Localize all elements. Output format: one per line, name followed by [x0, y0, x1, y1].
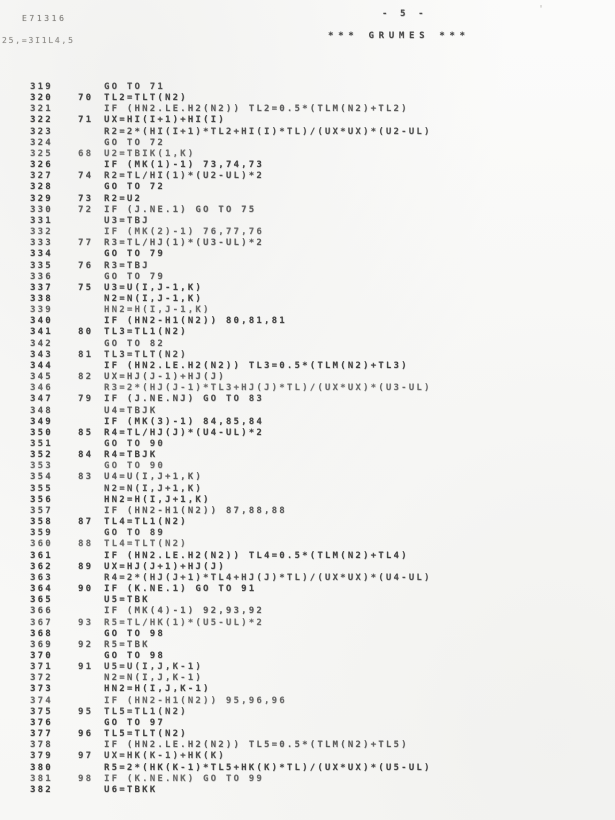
code-text: U5=TBK — [104, 595, 150, 606]
statement-label — [78, 361, 104, 372]
statement-label: 76 — [78, 260, 94, 271]
code-text: N2=N(I,J,K-1) — [104, 673, 204, 684]
listing-line — [0, 573, 615, 584]
listing-line — [0, 517, 615, 528]
code-text: GO TO 90 — [104, 461, 165, 472]
code-text: N2=N(I,J+1,K) — [104, 483, 204, 494]
line-number: 337 — [30, 282, 53, 293]
listing-line — [0, 528, 615, 539]
code-text: R4=TBJK — [104, 450, 158, 461]
line-number: 338 — [30, 293, 53, 304]
line-number: 348 — [30, 405, 53, 416]
statement-label — [78, 316, 104, 327]
listing-line — [0, 450, 615, 461]
listing-line — [0, 339, 615, 350]
listing-line — [0, 606, 615, 617]
listing-line — [0, 294, 615, 305]
listing-line — [0, 461, 615, 472]
line-number: 382 — [30, 784, 53, 795]
code-text: TL3=TL1(N2) — [104, 327, 188, 338]
line-number: 341 — [30, 327, 53, 338]
page-number: - 5 - — [382, 9, 428, 19]
listing-line — [0, 684, 615, 695]
code-text: TL3=TLT(N2) — [104, 349, 188, 360]
statement-label: 68 — [78, 148, 94, 159]
code-text: R3=TBJ — [104, 260, 150, 271]
statement-label: 84 — [78, 450, 94, 461]
statement-label — [78, 606, 104, 617]
listing-line — [0, 327, 615, 338]
code-text: GO TO 79 — [104, 249, 165, 260]
listing-line — [0, 651, 615, 662]
line-number: 374 — [30, 695, 53, 706]
listing-line — [0, 506, 615, 517]
code-text: R3=TL/HJ(1)*(U3-UL)*2 — [104, 238, 264, 249]
code-text: GO TO 90 — [104, 439, 165, 449]
code-text: GO TO 71 — [104, 82, 165, 92]
listing-line — [0, 707, 615, 718]
listing-line — [0, 171, 615, 182]
line-number: 323 — [30, 126, 53, 137]
statement-label — [78, 82, 104, 93]
code-text: R2=TL/HI(1)*(U2-UL)*2 — [104, 171, 264, 182]
code-text: R5=TBK — [104, 639, 150, 650]
line-number: 349 — [30, 416, 53, 427]
statement-label: 80 — [78, 327, 94, 338]
statement-label — [78, 127, 104, 138]
line-number: 331 — [30, 215, 53, 226]
line-number: 376 — [30, 717, 53, 728]
listing-line — [0, 618, 615, 629]
line-number: 345 — [30, 372, 53, 383]
program-banner: *** GRUMES *** — [328, 31, 470, 41]
statement-label — [78, 305, 104, 316]
code-text: GO TO 89 — [104, 528, 165, 539]
listing-line — [0, 227, 615, 238]
listing-line — [0, 316, 615, 327]
statement-label: 82 — [78, 372, 94, 383]
statement-label: 79 — [78, 394, 94, 405]
statement-label: 87 — [78, 517, 94, 528]
line-number: 362 — [30, 561, 53, 572]
statement-label — [78, 227, 104, 238]
line-number: 373 — [30, 684, 53, 695]
statement-label: 92 — [78, 639, 94, 650]
listing-line — [0, 82, 615, 93]
code-text: UX=HJ(J+1)+HJ(J) — [104, 561, 226, 572]
statement-label: 70 — [78, 93, 94, 104]
code-text: TL4=TLT(N2) — [104, 539, 188, 550]
listing-line — [0, 484, 615, 495]
statement-label — [78, 182, 104, 193]
listing-line — [0, 238, 615, 249]
code-text: IF (MK(4)-1) 92,93,92 — [104, 606, 264, 617]
line-number: 369 — [30, 639, 53, 650]
code-text: IF (HN2-H1(N2)) 80,81,81 — [104, 316, 287, 327]
listing-line — [0, 216, 615, 227]
line-number: 378 — [30, 740, 53, 751]
code-text: GO TO 72 — [104, 137, 165, 148]
code-text: U6=TBKK — [104, 784, 158, 795]
listing-line — [0, 629, 615, 640]
listing-line — [0, 272, 615, 283]
code-text: UX=HK(K-1)+HK(K) — [104, 751, 226, 762]
code-text: IF (J.NE.1) GO TO 75 — [104, 204, 257, 215]
code-text: R5=TL/HK(1)*(U5-UL)*2 — [104, 617, 264, 628]
statement-label: 81 — [78, 349, 94, 360]
code-text: UX=HI(I+1)+HI(I) — [104, 115, 226, 126]
listing-line — [0, 93, 615, 104]
line-number: 360 — [30, 539, 53, 550]
listing-line — [0, 361, 615, 372]
listing-line — [0, 718, 615, 729]
code-text: IF (MK(3)-1) 84,85,84 — [104, 416, 264, 427]
statement-label — [78, 339, 104, 350]
listing-line — [0, 740, 615, 751]
listing-line — [0, 439, 615, 450]
listing-line — [0, 160, 615, 171]
line-number: 364 — [30, 584, 53, 595]
listing-line — [0, 350, 615, 361]
statement-label: 85 — [78, 427, 94, 438]
statement-label: 91 — [78, 662, 94, 673]
listing-line — [0, 104, 615, 115]
code-text: GO TO 79 — [104, 271, 165, 282]
statement-label: 93 — [78, 617, 94, 628]
listing-line — [0, 417, 615, 428]
listing-line — [0, 539, 615, 550]
code-text: TL4=TL1(N2) — [104, 517, 188, 528]
line-number: 335 — [30, 260, 53, 271]
line-number: 365 — [30, 595, 53, 606]
line-number: 327 — [30, 171, 53, 182]
code-text: HN2=H(I,J+1,K) — [104, 494, 211, 505]
statement-label — [78, 718, 104, 729]
listing-line — [0, 785, 615, 796]
line-number: 379 — [30, 751, 53, 762]
listing-line — [0, 472, 615, 483]
code-text: UX=HJ(J-1)+HJ(J) — [104, 372, 226, 383]
statement-label — [78, 383, 104, 394]
code-text: R4=2*(HJ(J+1)*TL4+HJ(J)*TL)/(UX*UX)*(U4-UL) — [104, 572, 432, 583]
listing-line — [0, 406, 615, 417]
statement-label — [78, 673, 104, 684]
code-text: IF (MK(1)-1) 73,74,73 — [104, 160, 264, 171]
statement-label — [78, 294, 104, 305]
line-number: 334 — [30, 249, 53, 260]
code-text: IF (K.NE.1) GO TO 91 — [104, 584, 257, 595]
code-text: U3=TBJ — [104, 215, 150, 226]
statement-label — [78, 406, 104, 417]
line-number: 375 — [30, 706, 53, 717]
code-text: IF (MK(2)-1) 76,77,76 — [104, 227, 264, 238]
listing-line — [0, 249, 615, 260]
statement-label — [78, 595, 104, 606]
listing-line — [0, 551, 615, 562]
statement-label: 95 — [78, 706, 94, 717]
statement-label: 74 — [78, 171, 94, 182]
listing-line — [0, 662, 615, 673]
code-text: R2=2*(HI(I+1)*TL2+HI(I)*TL)/(UX*UX)*(U2-UL) — [104, 126, 432, 137]
listing-line — [0, 283, 615, 294]
code-text: IF (K.NE.NK) GO TO 99 — [104, 773, 264, 784]
statement-label: 90 — [78, 584, 94, 595]
statement-label — [78, 461, 104, 472]
line-number: 353 — [30, 461, 53, 472]
listing-line — [0, 640, 615, 651]
code-text: R4=TL/HJ(J)*(U4-UL)*2 — [104, 427, 264, 438]
code-text: IF (HN2.LE.H2(N2)) TL3=0.5*(TLM(N2)+TL3) — [104, 360, 409, 371]
statement-label — [78, 495, 104, 506]
line-number: 325 — [30, 148, 53, 159]
code-text: GO TO 82 — [104, 338, 165, 349]
listing-line — [0, 394, 615, 405]
line-number: 343 — [30, 349, 53, 360]
statement-label — [78, 160, 104, 171]
code-text: TL5=TLT(N2) — [104, 729, 188, 740]
line-number: 359 — [30, 528, 53, 539]
code-text: U3=U(I,J-1,K) — [104, 282, 204, 293]
code-text: U4=U(I,J+1,K) — [104, 472, 204, 483]
line-number: 351 — [30, 439, 53, 449]
listing-line — [0, 372, 615, 383]
line-number: 340 — [30, 316, 53, 327]
code-text: IF (HN2.LE.H2(N2)) TL2=0.5*(TLM(N2)+TL2) — [104, 104, 409, 115]
line-number: 328 — [30, 182, 53, 193]
statement-label — [78, 696, 104, 707]
line-number: 333 — [30, 238, 53, 249]
line-number: 361 — [30, 550, 53, 561]
line-number: 329 — [30, 193, 53, 204]
line-number: 326 — [30, 160, 53, 171]
code-text: IF (HN2-H1(N2)) 95,96,96 — [104, 695, 287, 706]
code-text: IF (HN2.LE.H2(N2)) TL4=0.5*(TLM(N2)+TL4) — [104, 550, 409, 561]
listing-line — [0, 495, 615, 506]
line-number: 355 — [30, 483, 53, 494]
statement-label: 97 — [78, 751, 94, 762]
line-number: 358 — [30, 517, 53, 528]
statement-label — [78, 249, 104, 260]
statement-label: 96 — [78, 729, 94, 740]
line-number: 321 — [30, 104, 53, 115]
line-number: 324 — [30, 137, 53, 148]
statement-label: 71 — [78, 115, 94, 126]
line-number: 344 — [30, 360, 53, 371]
code-text: IF (J.NE.NJ) GO TO 83 — [104, 394, 264, 405]
statement-label — [78, 684, 104, 695]
listing-line — [0, 729, 615, 740]
listing-line — [0, 127, 615, 138]
code-text: HN2=H(I,J,K-1) — [104, 684, 211, 695]
line-number: 322 — [30, 115, 53, 126]
line-number: 342 — [30, 338, 53, 349]
listing-line — [0, 205, 615, 216]
statement-label — [78, 629, 104, 640]
line-number: 330 — [30, 204, 53, 215]
line-number: 332 — [30, 227, 53, 238]
line-number: 363 — [30, 572, 53, 583]
statement-label — [78, 216, 104, 227]
code-text: GO TO 98 — [104, 650, 165, 661]
code-text: N2=N(I,J-1,K) — [104, 293, 204, 304]
statement-label — [78, 551, 104, 562]
line-number: 357 — [30, 505, 53, 516]
listing-line — [0, 595, 615, 606]
line-number: 366 — [30, 606, 53, 617]
listing-line — [0, 774, 615, 785]
line-number: 368 — [30, 628, 53, 639]
statement-label — [78, 439, 104, 450]
statement-label — [78, 763, 104, 774]
listing-line — [0, 751, 615, 762]
statement-label — [78, 138, 104, 149]
code-text: R5=2*(HK(K-1)*TL5+HK(K)*TL)/(UX*UX)*(U5-UL) — [104, 762, 432, 773]
statement-label — [78, 484, 104, 495]
statement-label: 72 — [78, 204, 94, 215]
line-number: 339 — [30, 305, 53, 316]
code-listing — [0, 82, 615, 796]
line-number: 371 — [30, 662, 53, 673]
line-number: 356 — [30, 494, 53, 505]
statement-label: 75 — [78, 282, 94, 293]
listing-line — [0, 305, 615, 316]
line-number: 352 — [30, 450, 53, 461]
code-text: HN2=H(I,J-1,K) — [104, 305, 211, 316]
code-text: U2=TBIK(1,K) — [104, 148, 196, 159]
code-text: U5=U(I,J,K-1) — [104, 662, 204, 673]
line-number: 336 — [30, 271, 53, 282]
listing-line — [0, 428, 615, 439]
listing-line — [0, 763, 615, 774]
code-text: GO TO 97 — [104, 717, 165, 728]
code-text: TL2=TLT(N2) — [104, 93, 188, 104]
code-text: GO TO 72 — [104, 182, 165, 193]
line-number: 320 — [30, 93, 53, 104]
statement-label — [78, 573, 104, 584]
statement-label — [78, 785, 104, 796]
listing-line — [0, 115, 615, 126]
code-text: TL5=TL1(N2) — [104, 706, 188, 717]
listing-line — [0, 138, 615, 149]
code-text: IF (HN2.LE.H2(N2)) TL5=0.5*(TLM(N2)+TL5) — [104, 740, 409, 751]
code-text: IF (HN2-H1(N2)) 87,88,88 — [104, 505, 287, 516]
line-number: 354 — [30, 472, 53, 483]
statement-label — [78, 651, 104, 662]
listing-line — [0, 383, 615, 394]
statement-label: 89 — [78, 561, 94, 572]
line-number: 367 — [30, 617, 53, 628]
statement-label: 88 — [78, 539, 94, 550]
corner-stamp-line2: 25,=3I1L4,5 — [2, 36, 75, 45]
code-text: GO TO 98 — [104, 628, 165, 639]
listing-line — [0, 584, 615, 595]
statement-label — [78, 740, 104, 751]
listing-line — [0, 149, 615, 160]
statement-label — [78, 528, 104, 539]
corner-stamp-line1: E71316 — [22, 14, 67, 23]
listing-line — [0, 562, 615, 573]
statement-label: 77 — [78, 238, 94, 249]
listing-line — [0, 261, 615, 272]
listing-line — [0, 182, 615, 193]
listing-line — [0, 673, 615, 684]
statement-label: 73 — [78, 193, 94, 204]
line-number: 319 — [30, 82, 53, 92]
line-number: 370 — [30, 650, 53, 661]
statement-label — [78, 506, 104, 517]
code-text: R3=2*(HJ(J-1)*TL3+HJ(J)*TL)/(UX*UX)*(U3-UL) — [104, 383, 432, 394]
code-text: U4=TBJK — [104, 405, 158, 416]
listing-line — [0, 696, 615, 707]
line-number: 350 — [30, 427, 53, 438]
line-number: 381 — [30, 773, 53, 784]
statement-label — [78, 272, 104, 283]
scan-artifact-mark: ' — [538, 4, 545, 15]
statement-label: 98 — [78, 773, 94, 784]
line-number: 372 — [30, 673, 53, 684]
line-number: 380 — [30, 762, 53, 773]
statement-label — [78, 417, 104, 428]
line-number: 346 — [30, 383, 53, 394]
code-text: R2=U2 — [104, 193, 143, 204]
statement-label — [78, 104, 104, 115]
listing-line — [0, 194, 615, 205]
line-number: 347 — [30, 394, 53, 405]
statement-label: 83 — [78, 472, 94, 483]
line-number: 377 — [30, 729, 53, 740]
